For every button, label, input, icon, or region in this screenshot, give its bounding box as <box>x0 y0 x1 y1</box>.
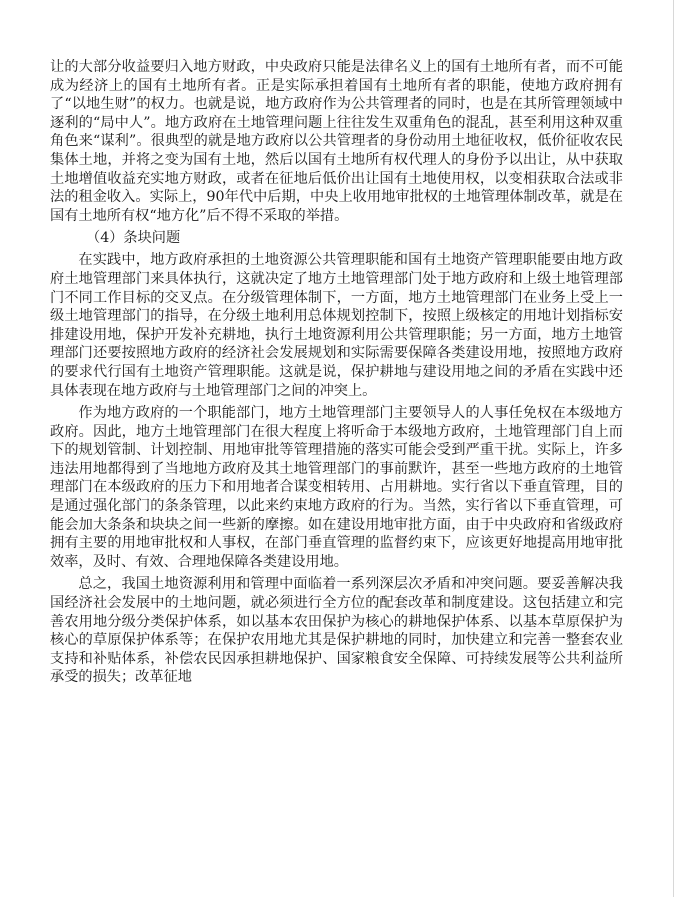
body-text <box>50 58 623 687</box>
section-heading: （4）条块问题 <box>86 230 181 247</box>
paragraph-continued: 让的大部分收益要归入地方财政，中央政府只能是法律名义上的国有土地所有者，而不可能成为经济上的国有土地所有者。正是实际承担着国有土地所有者的职能，使地方政府拥有了“以地生财”的权力。也就是说，地方政府作为公共管理者的同时，也是在其所管理领域中逐利的“局中人”。地方政府在土地管理问题上往往发生双重角色的混乱，甚至利用这种双重角色来“谋利”。很典型的就是地方政府以公共管理者的身份动用土地征收权，低价征收农民集体土地，并将之变为国有土地，然后以国有土地所有权代理人的身份予以出让，从中获取土地增值收益充实地方财政，或者在征地后低价出让国有土地使用权，以变相获取合法或非法的租金收入。实际上，90年代中后期，中央上收用地审批权的土地管理体制改革，就是在国有土地所有权“地方化”后不得不采取的举措。 <box>50 59 623 224</box>
paragraph: 在实践中，地方政府承担的土地资源公共管理职能和国有土地资产管理职能要由地方政府土地管理部门来具体执行，这就决定了地方土地管理部门处于地方政府和上级土地管理部门不同工作目标的交叉点。在分级管理体制下，一方面，地方土地管理部门在业务上受上一级土地管理部门的指导，在分级土地利用总体规划控制下，按照上级核定的用地计划指标安排建设用地，保护开发补充耕地，执行土地资源利用公共管理职能；另一方面，地方土地管理部门还要按照地方政府的经济社会发展规划和实际需要保障各类建设用地，按照地方政府的要求代行国有土地资产管理职能。这就是说，保护耕地与建设用地之间的矛盾在实践中还具体表现在地方政府与土地管理部门之间的冲突上。 <box>50 252 623 399</box>
paragraph: 总之，我国土地资源利用和管理中面临着一系列深层次矛盾和冲突问题。要妥善解决我国经济社会发展中的土地问题，就必须进行全方位的配套改革和制度建设。这包括建立和完善农用地分级分类保护体系，如以基本农田保护为核心的耕地保护体系、以基本草原保护为核心的草原保护体系等；在保护农用地尤其是保护耕地的同时，加快建立和完善一整套农业支持和补贴体系，补偿农民因承担耕地保护、国家粮食安全保障、可持续发展等公共利益所承受的损失；改革征地 <box>50 576 623 686</box>
paragraph: 作为地方政府的一个职能部门，地方土地管理部门主要领导人的人事任免权在本级地方政府。因此，地方土地管理部门在很大程度上将听命于本级地方政府，土地管理部门自上而下的规划管制、计划控制、用地审批等管理措施的落实可能会受到严重干扰。实际上，许多违法用地都得到了当地地方政府及其土地管理部门的事前默许，甚至一些地方政府的土地管理部门在本级政府的压力下和用地者合谋变相转用、占用耕地。实行省以下垂直管理，目的是通过强化部门的条条管理，以此来约束地方政府的行为。当然，实行省以下垂直管理，可能会加大条条和块块之间一些新的摩擦。如在建设用地审批方面，由于中央政府和省级政府拥有主要的用地审批权和人事权，在部门垂直管理的监督约束下，应该更好地提高用地审批效率，及时、有效、合理地保障各类建设用地。 <box>50 405 623 570</box>
